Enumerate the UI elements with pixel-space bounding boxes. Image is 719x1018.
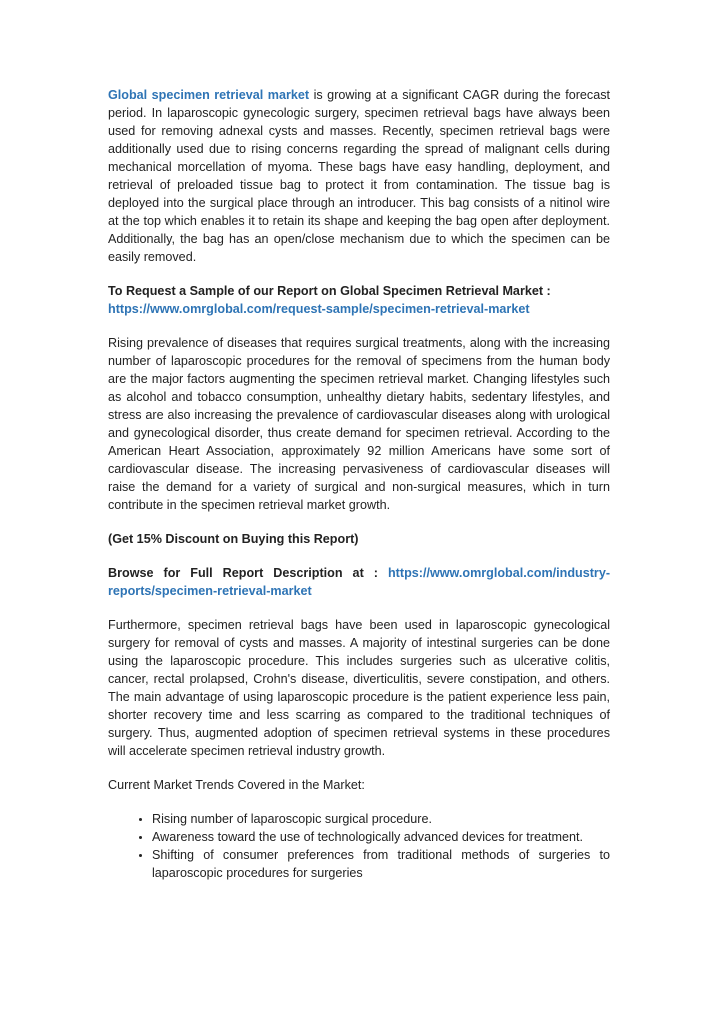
list-item: • Awareness toward the use of technologically advanced devices for treatment. — [152, 828, 610, 846]
full-report-link[interactable]: https://www.omrglobal.com/industry-reports/specimen-retrieval-market — [108, 566, 611, 598]
intro-paragraph — [108, 86, 610, 266]
list-item: • Shifting of consumer preferences from traditional methods of surgeries to laparoscopic procedures for surgeries — [152, 846, 610, 882]
list-item: • Rising number of laparoscopic surgical procedure. — [152, 810, 610, 828]
browse-paragraph — [108, 564, 610, 600]
sample-request-paragraph — [108, 282, 610, 318]
intro-text: is growing at a significant CAGR during the forecast period. In laparoscopic gynecologic surgery, specimen retrieval bags have always been used for removing adnexal cysts and masses. Recently, specimen retrieval bags were additionally used due to rising concerns regarding the spread of malignant cells during mechanical morcellation of myoma. These bags have easy handling, deployment, and retrieval of preloaded tissue bag to protect it from contamination. The tissue bag is deployed into the surgical place through an introducer. This bag consists of a nitinol wire at the top which enables it to retain its shape and keeping the bag open after deployment. Additionally, the bag has an open/close mechanism due to which the specimen can be easily removed. — [108, 88, 610, 264]
trends-heading: Current Market Trends Covered in the Market: — [108, 778, 365, 792]
document-body — [108, 86, 610, 882]
drivers-paragraph: Rising prevalence of diseases that requires surgical treatments, along with the increasing number of laparoscopic procedures for the removal of specimens from the human body are the major factors augmenting the specimen retrieval market. Changing lifestyles such as alcohol and tobacco consumption, unhealthy dietary habits, sedentary lifestyles, and stress are also increasing the prevalence of cardiovascular diseases along with urological and gynecological disorder, thus create demand for specimen retrieval. According to the American Heart Association, approximately 92 million Americans have some sort of cardiovascular disease. The increasing pervasiveness of cardiovascular diseases will raise the demand for a variety of surgical and non-surgical measures, which in turn contribute in the specimen retrieval market growth. — [108, 336, 610, 512]
laparoscopic-paragraph: Furthermore, specimen retrieval bags have been used in laparoscopic gynecological surgery for removal of cysts and masses. A majority of intestinal surgeries can be done using the laparoscopic procedure. This includes surgeries such as ulcerative colitis, cancer, rectal prolapsed, Crohn's disease, diverticulitis, severe constipation, and others. The main advantage of using laparoscopic procedure is the patient experience less pain, shorter recovery time and less scarring as compared to the traditional techniques of surgery. Thus, augmented adoption of specimen retrieval systems in these procedures will accelerate specimen retrieval industry growth. — [108, 618, 610, 758]
discount-text: (Get 15% Discount on Buying this Report) — [108, 532, 359, 546]
sample-request-link[interactable]: https://www.omrglobal.com/request-sample/specimen-retrieval-market — [108, 302, 530, 316]
sample-request-label: To Request a Sample of our Report on Global Specimen Retrieval Market : — [108, 284, 551, 298]
browse-label: Browse for Full Report Description at : — [108, 566, 378, 580]
trends-list — [108, 810, 610, 882]
market-keyword-link[interactable]: Global specimen retrieval market — [108, 88, 310, 102]
